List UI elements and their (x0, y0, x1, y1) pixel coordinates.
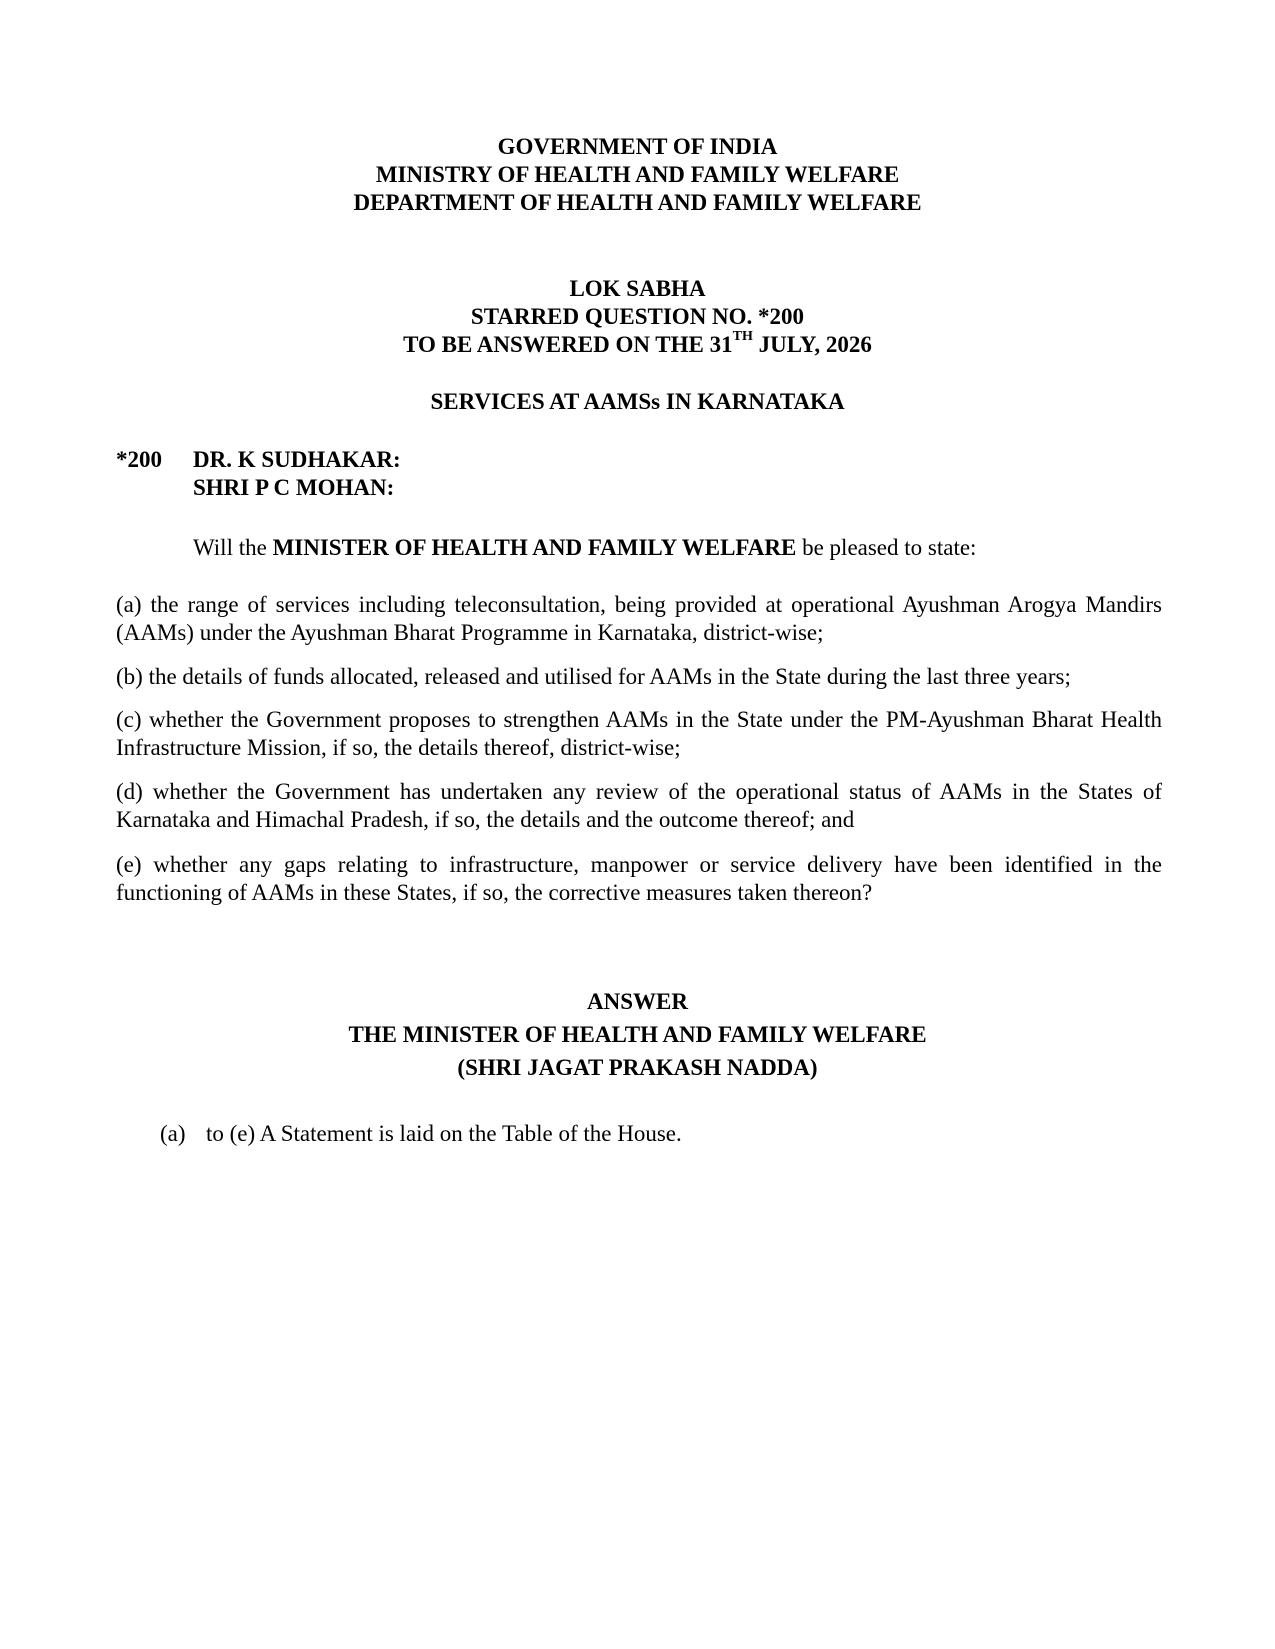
answer-minister-name: (SHRI JAGAT PRAKASH NADDA) (457, 1055, 818, 1080)
question-intro (193, 534, 976, 562)
member-question-number: *200 (116, 447, 162, 472)
answer-header (0, 985, 1275, 1084)
answer-date-suffix: JULY, 2026 (752, 332, 872, 357)
answer-date-prefix: TO BE ANSWERED ON THE 31 (403, 332, 733, 357)
part-e-text: (e) whether any gaps relating to infrastructure, manpower or service delivery have been identified in the functioning of AAMs in these States, if so, the corrective measures taken thereon? (116, 852, 1162, 905)
question-part-c (116, 706, 1162, 762)
part-b-text: (b) the details of funds allocated, released and utilised for AAMs in the State during the last three years; (116, 664, 1071, 689)
question-part-d (116, 778, 1162, 834)
question-part-a (116, 591, 1162, 647)
question-header (0, 275, 1275, 359)
intro-suffix: be pleased to state: (796, 535, 977, 560)
subject-title: SERVICES AT AAMSs IN KARNATAKA (430, 389, 845, 414)
member-name: SHRI P C MOHAN: (193, 475, 395, 500)
house-name: LOK SABHA (569, 276, 706, 301)
part-d-text: (d) whether the Government has undertaken any review of the operational status of AAMs in the States of Karnataka and Himachal Pradesh, if so, the details and the outcome thereof; and (116, 779, 1162, 832)
question-subject (0, 388, 1275, 416)
intro-prefix: Will the (193, 535, 273, 560)
answer-heading: ANSWER (587, 989, 688, 1014)
ministry-title: MINISTRY OF HEALTH AND FAMILY WELFARE (375, 162, 900, 187)
answer-date (0, 331, 1275, 359)
answer-date-superscript: TH (732, 329, 753, 345)
member-name: DR. K SUDHAKAR: (193, 447, 401, 472)
ministry-header (0, 133, 1275, 217)
department-title: DEPARTMENT OF HEALTH AND FAMILY WELFARE (353, 190, 922, 215)
answer-label: (a) (160, 1121, 186, 1146)
question-part-b (116, 663, 1162, 691)
government-title: GOVERNMENT OF INDIA (497, 134, 778, 159)
intro-minister: MINISTER OF HEALTH AND FAMILY WELFARE (272, 535, 797, 560)
part-c-text: (c) whether the Government proposes to strengthen AAMs in the State under the PM-Ayushman Bharat Health Infrastructure Mission, if so, the details thereof, district-wise; (116, 707, 1162, 760)
answer-body: to (e) A Statement is laid on the Table of the House. (206, 1121, 682, 1146)
question-number: STARRED QUESTION NO. *200 (470, 304, 805, 329)
part-a-text: (a) the range of services including teleconsultation, being provided at operational Ayushman Arogya Mandirs (AAMs) under the Ayushman Bharat Programme in Karnataka, district-wise; (116, 592, 1162, 645)
answer-minister-title: THE MINISTER OF HEALTH AND FAMILY WELFARE (348, 1022, 927, 1047)
question-part-e (116, 851, 1162, 907)
member-names (193, 446, 401, 502)
